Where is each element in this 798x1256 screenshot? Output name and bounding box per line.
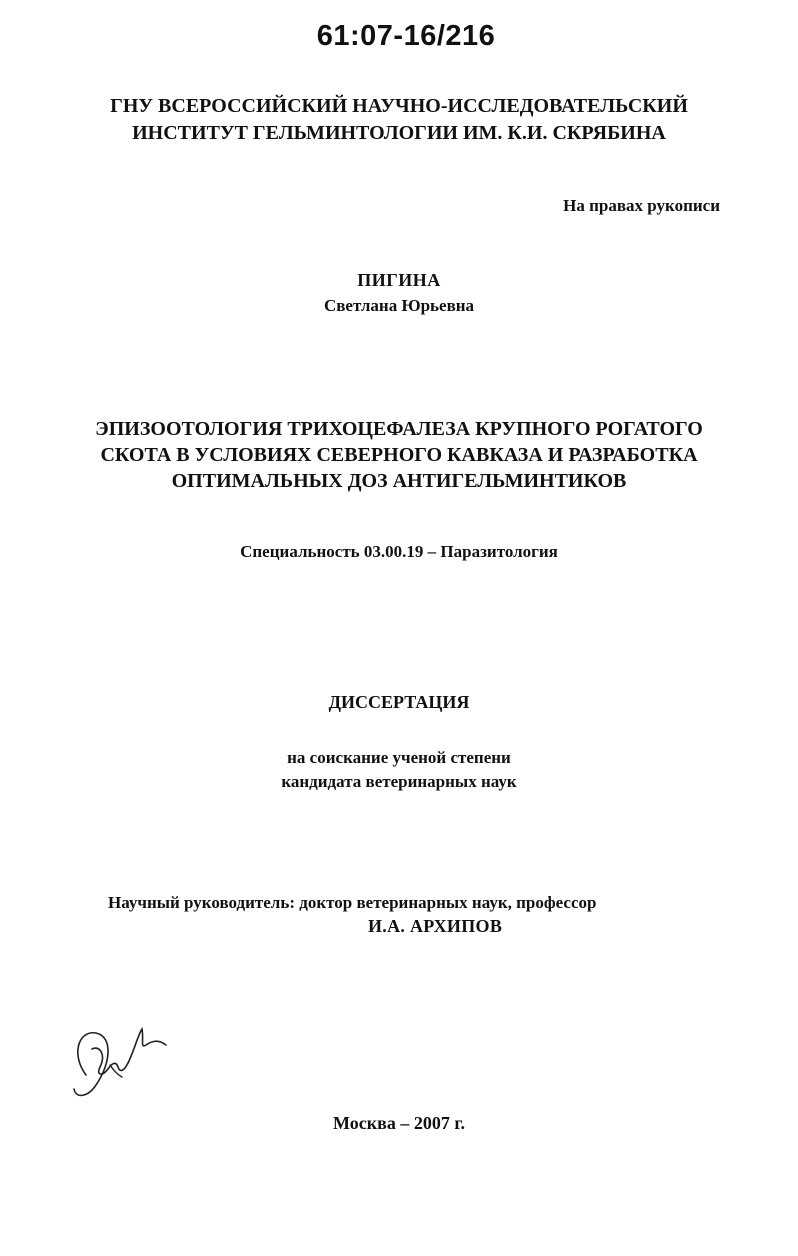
title-line-2: СКОТА В УСЛОВИЯХ СЕВЕРНОГО КАВКАЗА И РАЗРАБОТКА: [100, 444, 698, 466]
rights-notice: На правах рукописи: [563, 196, 720, 215]
title-line-1: ЭПИЗООТОЛОГИЯ ТРИХОЦЕФАЛЕЗА КРУПНОГО РОГАТОГО: [95, 418, 703, 440]
institution-line-1: ГНУ ВСЕРОССИЙСКИЙ НАУЧНО-ИССЛЕДОВАТЕЛЬСКИЙ: [110, 95, 688, 117]
degree-sought: [0, 746, 798, 794]
supervisor-name: И.А. АРХИПОВ: [368, 916, 503, 936]
specialty: Специальность 03.00.19 – Паразитология: [240, 542, 558, 561]
institution-line-2: ИНСТИТУТ ГЕЛЬМИНТОЛОГИИ ИМ. К.И. СКРЯБИНА: [132, 122, 666, 144]
call-number: 61:07-16/216: [316, 20, 496, 52]
degree-line-2: кандидата ветеринарных наук: [281, 772, 517, 791]
title-line-3: ОПТИМАЛЬНЫХ ДОЗ АНТИГЕЛЬМИНТИКОВ: [171, 470, 627, 492]
document-type: ДИССЕРТАЦИЯ: [328, 692, 470, 712]
degree-line-1: на соискание ученой степени: [287, 748, 511, 767]
author-name: Светлана Юрьевна: [323, 296, 475, 315]
author-surname: ПИГИНА: [357, 270, 441, 290]
thesis-title: [0, 416, 798, 494]
signature-image: [66, 1015, 176, 1105]
supervisor-label: Научный руководитель: доктор ветеринарных наук, профессор: [108, 893, 597, 912]
institution-name: [0, 93, 798, 147]
city-year: Москва – 2007 г.: [333, 1113, 465, 1133]
